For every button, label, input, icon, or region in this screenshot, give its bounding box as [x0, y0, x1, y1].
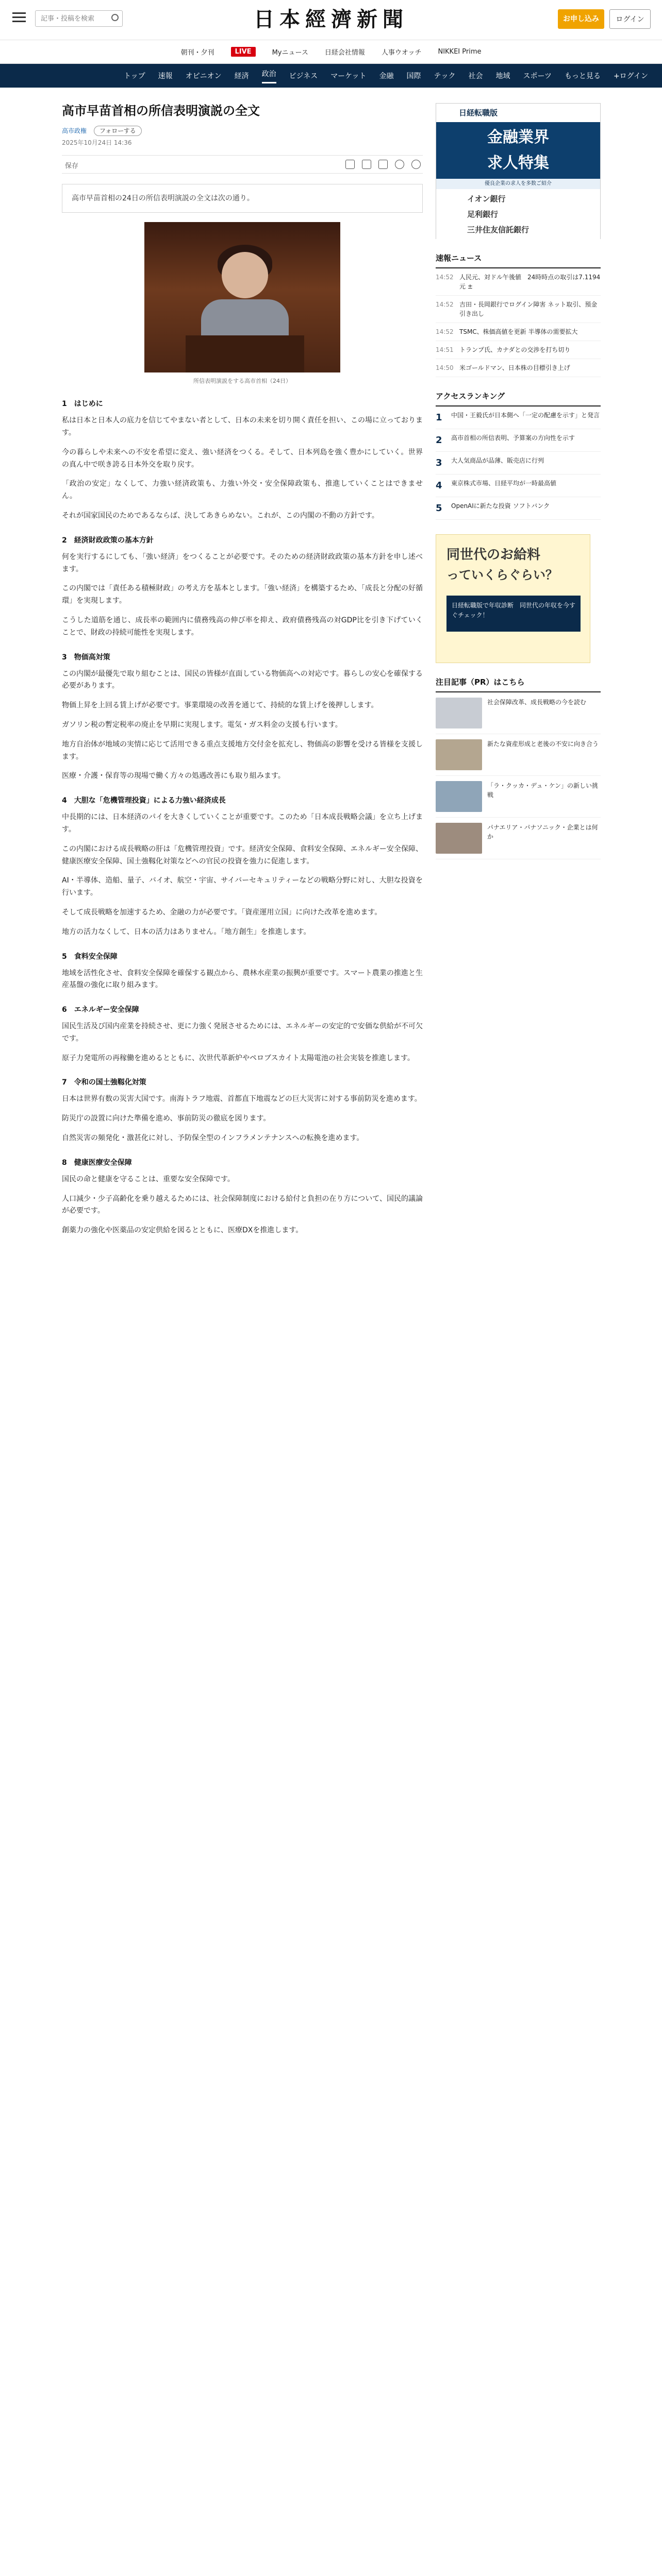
subnav-item[interactable]: 人事ウオッチ: [381, 49, 422, 57]
section-heading: 6 エネルギー安全保障: [62, 1006, 139, 1014]
article-paragraph: 自然災害の頻発化・激甚化に対し、予防保全型のインフラメンテナンスへの転換を進めます。: [62, 1134, 364, 1143]
photo-podium: [186, 335, 304, 372]
ad2-line: っていくらぐらい？: [446, 568, 558, 582]
article-photo[interactable]: [144, 222, 340, 372]
gnav-item[interactable]: ビジネス: [289, 72, 318, 80]
sidebar: [436, 88, 601, 859]
subnav-item[interactable]: NIKKEI Prime: [438, 48, 482, 56]
ad2-cta: 日経転職版で年収診断 同世代の年収を今すぐチェック！: [446, 596, 581, 632]
ranking-section-title: アクセスランキング: [436, 391, 601, 406]
gnav-item[interactable]: 国際: [406, 72, 421, 80]
subnav-item[interactable]: 日経会社情報: [324, 49, 365, 57]
news-text: 米ゴールドマン、日本株の目標引き上げ: [459, 364, 570, 371]
article-date: 2025年10月24日 14:36: [62, 139, 132, 146]
article-paragraph: 原子力発電所の再稼働を進めるとともに、次世代革新炉やペロブスカイト太陽電池の社会実装を推進します。: [62, 1054, 415, 1062]
photo-caption: 所信表明演説をする高市首相（24日）: [193, 378, 291, 385]
recommend-item[interactable]: [436, 818, 601, 859]
ad2-line: 同世代のお給料: [446, 547, 541, 563]
subnav-item-live[interactable]: LIVE: [231, 47, 256, 57]
news-time: 14:52: [436, 301, 454, 308]
subnav-item[interactable]: 朝刊・夕刊: [180, 49, 214, 57]
news-time: 14:51: [436, 346, 454, 353]
article-paragraph: 国民生活及び国内産業を持続させ、更に力強く発展させるためには、エネルギーの安定的で安価な供給が不可欠です。: [62, 1022, 423, 1043]
article-paragraph: それが国家国民のためであるならば、決してあきらめない。これが、この内閣の不動の方針です。: [62, 511, 379, 520]
ad-brand: 日経転職版: [436, 104, 600, 122]
article-paragraph: 今の暮らしや未来への不安を希望に変え、強い経済をつくる。そして、日本列島を強く豊かにしていく。世界の真ん中で咲き誇る日本外交を取り戻す。: [62, 448, 423, 469]
ranking-text: 東京株式市場、日経平均が一時最高値: [451, 480, 557, 487]
section-heading: 2 経済財政政策の基本方針: [62, 536, 154, 545]
ranking-item[interactable]: [436, 429, 601, 452]
section-heading: 4 大胆な「危機管理投資」による力強い経済成長: [62, 796, 226, 805]
news-section-title: 速報ニュース: [436, 252, 601, 268]
news-item[interactable]: [436, 323, 601, 341]
recommend-text: 社会保障改革、成長戦略の今を読む: [487, 699, 587, 706]
recommend-thumbnail: [436, 781, 482, 812]
ad-bank-list: [436, 189, 600, 240]
gnav-item[interactable]: 経済: [234, 72, 249, 80]
ranking-number: 4: [436, 480, 442, 491]
ranking-number: 1: [436, 412, 442, 423]
share-icon[interactable]: [378, 160, 388, 169]
recommend-section-title: 注目記事（PR）はこちら: [436, 676, 601, 692]
article-paragraph: こうした道筋を通じ、成長率の範囲内に債務残高の伸び率を抑え、政府債務残高の対GDP比を引き下げていくことで、財政の持続可能性を実現します。: [62, 616, 423, 637]
article-paragraph: 医療・介護・保育等の現場で働く方々の処遇改善にも取り組みます。: [62, 772, 285, 781]
gnav-item[interactable]: マーケット: [330, 72, 367, 80]
site-logo[interactable]: 日本經濟新聞: [254, 7, 408, 31]
section-heading: 3 物価高対策: [62, 653, 110, 662]
article-paragraph: 「政治の安定」なくして、力強い経済政策も、力強い外交・安全保障政策も、推進していくことはできません。: [62, 480, 423, 501]
gnav-item[interactable]: オピニオン: [185, 72, 222, 80]
article-paragraph: 人口減少・少子高齢化を乗り越えるためには、社会保障制度における給付と負担の在り方について、国民的議論が必要です。: [62, 1194, 423, 1215]
sub-navigation: [0, 40, 662, 64]
recommend-item[interactable]: [436, 776, 601, 818]
gnav-item[interactable]: 地域: [495, 72, 510, 80]
article-paragraph: 日本は世界有数の災害大国です。南海トラフ地震、首都直下地震などの巨大災害に対する事前防災を進めます。: [62, 1095, 422, 1104]
section-heading: 8 健康医療安全保障: [62, 1158, 132, 1167]
article-paragraph: 地方の活力なくして、日本の活力はありません。「地方創生」を推進します。: [62, 927, 311, 936]
recommend-item[interactable]: [436, 734, 601, 776]
ranking-number: 2: [436, 435, 442, 446]
recommend-list: [436, 692, 601, 859]
article-body: [62, 398, 423, 1237]
article-paragraph: 私は日本と日本人の底力を信じてやまない者として、日本の未来を切り開く責任を担い、この場に立っております。: [62, 416, 423, 437]
article-paragraph: 創薬力の強化や医薬品の安定供給を図るとともに、医療DXを推進します。: [62, 1226, 303, 1235]
news-time: 14:52: [436, 328, 454, 335]
print-icon[interactable]: [345, 160, 355, 169]
gnav-item[interactable]: もっと見る: [564, 72, 601, 80]
subnav-item[interactable]: Myニュース: [272, 49, 308, 57]
news-item[interactable]: [436, 341, 601, 359]
recommend-thumbnail: [436, 823, 482, 854]
news-text: 吉田・長岡銀行でログイン障害 ネット取引、預金引き出し: [459, 301, 598, 317]
ranking-item[interactable]: [436, 406, 601, 429]
article-summary: 高市早苗首相の24日の所信表明演説の全文は次の通り。: [62, 184, 423, 213]
article-column: [62, 88, 423, 1244]
article-paragraph: 物価上昇を上回る賃上げが必要です。事業環境の改善を通じて、持続的な賃上げを後押しします。: [62, 701, 378, 710]
ranking-item[interactable]: [436, 474, 601, 497]
save-button[interactable]: 保存: [65, 162, 79, 170]
gnav-item[interactable]: テック: [434, 72, 456, 80]
news-time: 14:52: [436, 274, 454, 281]
article-paragraph: ガソリン税の暫定税率の廃止を早期に実現します。電気・ガス料金の支援も行います。: [62, 720, 342, 729]
news-item[interactable]: [436, 268, 601, 296]
photo-subject-face: [222, 252, 268, 298]
facebook-icon[interactable]: [395, 160, 404, 169]
ranking-text: OpenAIに新たな投資 ソフトバンク: [451, 502, 550, 510]
ranking-text: 中国・王毅氏が日本側へ「一定の配慮を示す」と発言: [451, 412, 600, 419]
ranking-text: 高市首相の所信表明、予算案の方向性を示す: [451, 434, 575, 442]
section-heading: 5 食料安全保障: [62, 952, 118, 961]
recommend-thumbnail: [436, 739, 482, 770]
article-paragraph: 地域を活性化させ、食料安全保障を確保する観点から、農林水産業の振興が重要です。スマート農業の推進と生産基盤の強化に取り組みます。: [62, 969, 423, 990]
ranking-text: 大人気商品が品薄、販売店に行列: [451, 457, 544, 464]
bank-name: 三井住友信託銀行: [467, 225, 529, 234]
ranking-item[interactable]: [436, 452, 601, 474]
gnav-item[interactable]: +ログイン: [613, 72, 648, 80]
bank-name: イオン銀行: [467, 194, 506, 204]
article-paragraph: 防災庁の設置に向けた準備を進め、事前防災の徹底を図ります。: [62, 1114, 271, 1123]
recommend-text: 新たな資産形成と老後の不安に向き合う: [487, 740, 599, 748]
salary-ad-banner[interactable]: [436, 534, 590, 663]
recommend-thumbnail: [436, 698, 482, 728]
news-list: [436, 268, 601, 377]
follow-button[interactable]: フォローする: [94, 126, 142, 136]
gnav-item[interactable]: 速報: [158, 72, 173, 80]
mail-icon[interactable]: [362, 160, 371, 169]
x-icon[interactable]: [411, 160, 421, 169]
ranking-number: 5: [436, 503, 442, 514]
ranking-list: [436, 406, 601, 520]
article-paragraph: 中長期的には、日本経済のパイを大きくしていくことが重要です。このため「日本成長戦略会議」を立ち上げます。: [62, 813, 423, 834]
article-paragraph: 国民の命と健康を守ることは、重要な安全保障です。: [62, 1175, 235, 1183]
ad-headline: 金融業界 求人特集: [436, 122, 600, 179]
news-item[interactable]: [436, 296, 601, 323]
topic-tag[interactable]: 高市政権: [62, 127, 87, 134]
news-text: トランプ氏、カナダとの交渉を打ち切り: [459, 346, 571, 353]
news-text: TSMC、株価高値を更新 半導体の需要拡大: [459, 328, 578, 335]
article-title: 高市早苗首相の所信表明演説の全文: [62, 104, 260, 118]
login-button[interactable]: ログイン: [609, 9, 651, 29]
site-header: [0, 0, 662, 40]
article-paragraph: 地方自治体が地域の実情に応じて活用できる重点支援地方交付金を拡充し、物価高の影響を受ける皆様を支援します。: [62, 740, 423, 761]
recommend-text: パナエリア・パナソニック・企業とは何か: [487, 824, 598, 840]
article-paragraph: この内閣が最優先で取り組むことは、国民の皆様が直面している物価高への対応です。暮らしの安心を確保する必要があります。: [62, 669, 423, 690]
section-heading: 1 はじめに: [62, 400, 103, 409]
gnav-item[interactable]: トップ: [124, 72, 145, 80]
global-navigation: [0, 64, 662, 88]
news-text: 人民元、対ドル午後値 24時時点の取引は7.1194元 ±: [459, 274, 601, 290]
ranking-item[interactable]: [436, 497, 601, 520]
job-ad-banner[interactable]: [436, 103, 601, 239]
ad-strip: 優良企業の求人を多数ご紹介: [436, 179, 600, 189]
article-paragraph: AI・半導体、造船、量子、バイオ、航空・宇宙、サイバーセキュリティーなどの戦略分野に対し、大胆な投資を行います。: [62, 876, 423, 897]
article-paragraph: この内閣における成長戦略の肝は「危機管理投資」です。経済安全保障、食料安全保障、エネルギー安全保障、健康医療安全保障、国土強靱化対策などへの官民の投資を強力に促進します。: [62, 844, 423, 866]
section-heading: 7 令和の国土強靱化対策: [62, 1078, 146, 1087]
article-paragraph: 何を実行するにしても、「強い経済」をつくることが必要です。そのための経済財政政策の基本方針を申し述べます。: [62, 552, 423, 573]
recommend-item[interactable]: [436, 692, 601, 734]
recommend-text: 「ラ・クッカ・デュ・ケン」の新しい挑戦: [487, 782, 599, 799]
gnav-item[interactable]: 社会: [468, 72, 483, 80]
ranking-number: 3: [436, 457, 442, 468]
gnav-item-active[interactable]: 政治: [262, 69, 276, 83]
article-tags: [62, 126, 423, 135]
news-item[interactable]: [436, 359, 601, 377]
article-paragraph: そして成長戦略を加速するため、金融の力が必要です。「資産運用立国」に向けた改革を進めます。: [62, 908, 382, 917]
article-paragraph: この内閣では「責任ある積極財政」の考え方を基本とします。「強い経済」を構築するため、「成長と分配の好循環」を実現します。: [62, 584, 423, 605]
bank-name: 足利銀行: [467, 210, 499, 219]
article-toolbar: [62, 155, 423, 174]
gnav-item[interactable]: スポーツ: [523, 72, 552, 80]
news-time: 14:50: [436, 364, 454, 371]
gnav-item[interactable]: 金融: [379, 72, 394, 80]
subscribe-button[interactable]: お申し込み: [558, 9, 604, 29]
